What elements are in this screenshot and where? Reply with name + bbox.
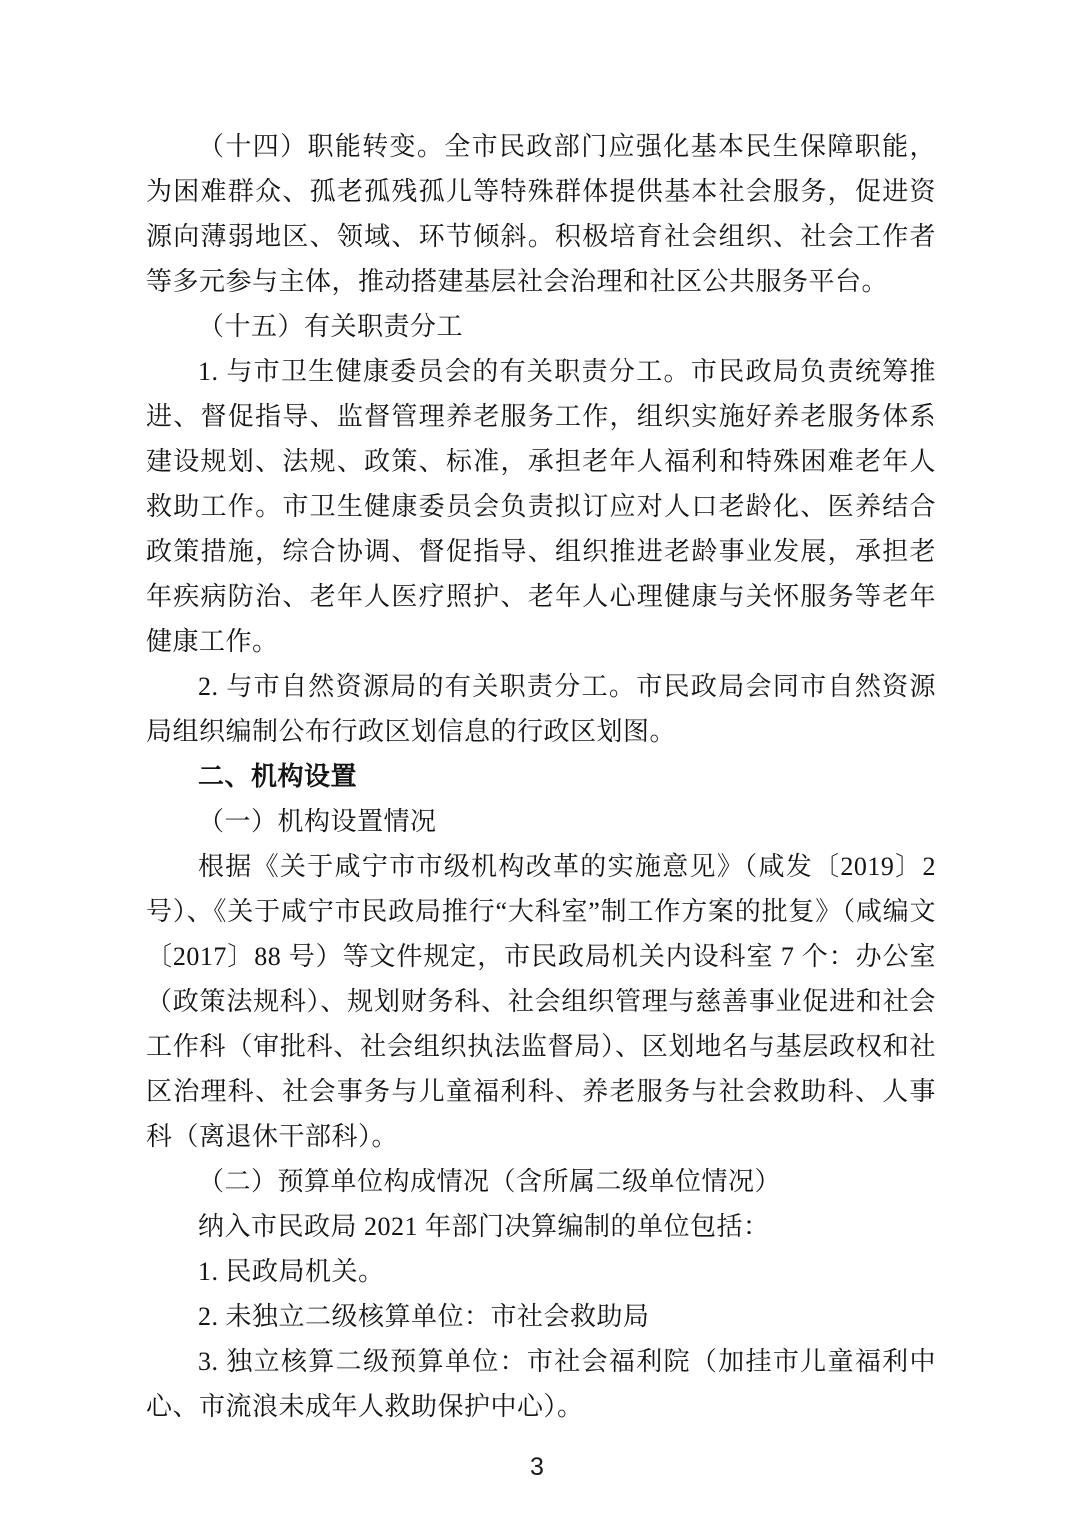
subsection-1-organization-setup-status: （一）机构设置情况 xyxy=(198,807,437,836)
section-heading-organization-setup: 二、机构设置 xyxy=(198,762,358,791)
paragraph-organization-details: 根据《关于咸宁市市级机构改革的实施意见》（咸发〔2019〕2 号）、《关于咸宁市民政局推行“大科室”制工作方案的批复》（咸编文〔2017〕88 号）等文件规定，市民政局机关内设科室 7 个：办公室（政策法规科）、规划财务科、社会组织管理与慈善事业促进和社会工作科（审批科、社会组织执法监督局）、区划地名与基层政权和社区治理科、社会事务与儿童福利科、养老服务与社会救助科、人事科（离退休干部科）。 xyxy=(146,852,936,1151)
budget-unit-item-1: 1. 民政局机关。 xyxy=(198,1257,385,1286)
page-number: 3 xyxy=(530,1453,544,1481)
paragraph-budget-units-intro: 纳入市民政局 2021 年部门决算编制的单位包括： xyxy=(198,1212,770,1241)
budget-unit-item-3: 3. 独立核算二级预算单位：市社会福利院（加挂市儿童福利中心、市流浪未成年人救助保护中心）。 xyxy=(146,1347,936,1421)
item-2-natural-resources-duties: 2. 与市自然资源局的有关职责分工。市民政局会同市自然资源局组织编制公布行政区划信息的行政区划图。 xyxy=(146,672,936,746)
paragraph-15-duties-division-heading: （十五）有关职责分工 xyxy=(198,312,464,341)
subsection-2-budget-unit-composition: （二）预算单位构成情况（含所属二级单位情况） xyxy=(198,1167,782,1196)
budget-unit-item-2: 2. 未独立二级核算单位：市社会救助局 xyxy=(198,1302,650,1331)
page-footer xyxy=(0,1453,1074,1482)
item-1-health-committee-duties: 1. 与市卫生健康委员会的有关职责分工。市民政局负责统筹推进、督促指导、监督管理养老服务工作，组织实施好养老服务体系建设规划、法规、政策、标准，承担老年人福利和特殊困难老年人救助工作。市卫生健康委员会负责拟订应对人口老龄化、医养结合政策措施，综合协调、督促指导、组织推进老龄事业发展，承担老年疾病防治、老年人医疗照护、老年人心理健康与关怀服务等老年健康工作。 xyxy=(146,357,936,656)
paragraph-14-functions-transform: （十四）职能转变。全市民政部门应强化基本民生保障职能，为困难群众、孤老孤残孤儿等特殊群体提供基本社会服务，促进资源向薄弱地区、领域、环节倾斜。积极培育社会组织、社会工作者等多元参与主体，推动搭建基层社会治理和社区公共服务平台。 xyxy=(146,132,936,296)
document-body xyxy=(146,124,936,1429)
